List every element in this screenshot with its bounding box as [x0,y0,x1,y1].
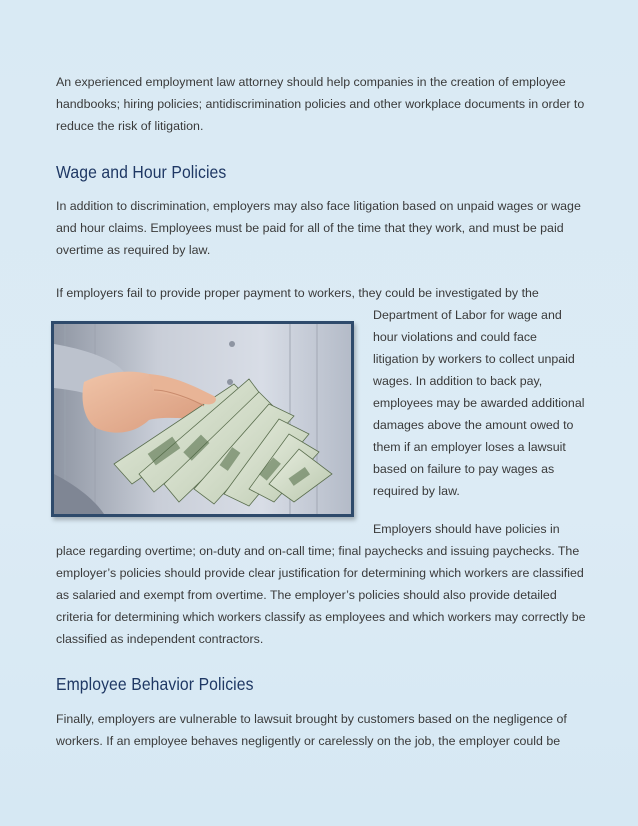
policies-paragraph-start: Employers should have policies in [373,522,560,536]
heading-wage-hour-policies: Wage and Hour Policies [56,162,227,182]
behavior-paragraph: Finally, employers are vulnerable to lawsuit brought by customers based on the negligence of workers. If an employee behaves negligently or carelessly on the job, the employer could be [56,712,567,748]
investigation-paragraph-rest: Department of Labor for wage and hour violations and could face litigation by workers to collect unpaid wages. In addition to back pay, employees may be awarded additional damages above the amount owed to them if an employer loses a lawsuit based on failure to pay wages as required by law. [373,308,585,498]
wage-intro-paragraph: In addition to discrimination, employers may also face litigation based on unpaid wages or wage and hour claims. Employees must be paid for all of the time that they work, and must be paid overtime as required by law. [56,199,581,257]
policies-paragraph-rest: place regarding overtime; on-duty and on-call time; final paychecks and issuing paychecks. The employer’s policies should provide clear justification for determining which workers are classified as salaried and exempt from overtime. The employer’s policies should also provide detailed criteria for determining which workers classify as employees and which workers may correctly be classified as independent contractors. [56,544,586,646]
investigation-paragraph-start: If employers fail to provide proper payment to workers, they could be investigated by the [56,286,539,300]
intro-paragraph: An experienced employment law attorney should help companies in the creation of employee handbooks; hiring policies; antidiscrimination policies and other workplace documents in order to reduce the risk of litigation. [56,75,585,133]
heading-employee-behavior-policies: Employee Behavior Policies [56,674,254,694]
hand-holding-dollars-illustration [54,324,351,514]
money-handout-photo [51,321,354,517]
